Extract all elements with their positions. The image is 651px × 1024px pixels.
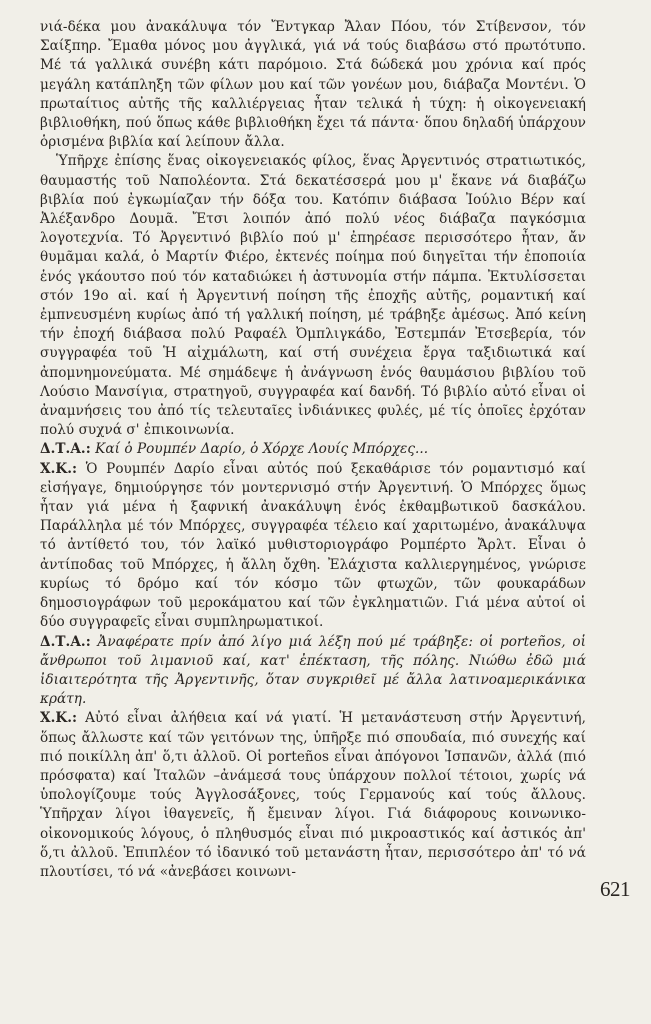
dialogue-xk-1 <box>40 460 586 633</box>
paragraph-1: νιά-δέκα μου ἀνακάλυψα τόν Ἔντγκαρ Ἄλαν Πόου, τόν Στίβενσον, τόν Σαίξπηρ. Ἔμαθα μόνος μου ἀγγλικά, γιά νά τούς διαβάσω στό πρωτότυπο. Μέ τά γαλλικά συνέβη κάτι παρόμοιο. Στά δώδεκά μου χρόνια καί πρός μεγάλη κατάπληξη τῶν φίλων μου καί τῶν γονέων μου, διάβαζα Μοντένι. Ὁ πρωταίτιος αὐτῆς τῆς καλλιέργειας ἦταν τελικά ἡ τύχη: ἡ οἰκογενειακή βιβλιοθήκη, πού ὅπως κάθε βιβλιοθήκη ἔχει τά πάντα· ὅπου δηλαδή ὑπάρχουν ὁρισμένα βιβλία καί λείπουν ἄλλα. <box>40 19 586 151</box>
answer-text: Ὁ Ρουμπέν Δαρίο εἶναι αὐτός πού ξεκαθάρισε τόν ρομαντισμό καί εἰσήγαγε, δημιούργησε τόν μοντερνισμό στήν Ἀργεντινή. Ὁ Μπόρχες ὅμως ἦταν γιά μένα ἡ ξαφνική ἀνακάλυψη ἑνός ἐκθαμβωτικοῦ δασκάλου. Παράλληλα μέ τόν Μπόρχες, συγγραφέα τέλειο καί χαριτωμένο, ἀνακάλυψα τό ἀντίθετό του, τόν λαϊκό μυθιστοριογράφο Ρομπέρτο Ἄρλτ. Εἶναι ὁ ἀντίποδας τοῦ Μπόρχες, ἡ ἄλλη ὄχθη. Ἐλάχιστα καλλιεργημένος, γνώρισε κυρίως τό δρόμο καί τόν κόσμο τῶν φτωχῶν, τῶν φουκαράδων δημοσιογράφων τοῦ μεροκάματου καί τῶν ἐγκληματιῶν. Γιά μένα αὐτοί οἱ δύο συγγραφεῖς εἶναι συμπληρωματικοί. <box>40 460 586 631</box>
speaker-label: Δ.Τ.Α.: <box>40 441 91 458</box>
answer-text: Αὐτό εἶναι ἀλήθεια καί νά γιατί. Ἡ μετανάστευση στήν Ἀργεντινή, ὅπως ἄλλωστε καί τῶν γειτόνων της, ὑπῆρξε πιό σπουδαία, πιό συνεχής καί πιό ποικίλλη ἀπ' ὅ,τι ἀλλοῦ. Οἱ porteños εἶναι ἀπόγονοι Ἰσπανῶν, ἀλλά (πιό πρόσφατα) καί Ἰταλῶν –ἀνάμεσά τους ὑπάρχουν πολλοί τέτοιοι, χωρίς νά ὑπολογίζουμε τούς Ἀγγλοσάξονες, τούς Γερμανούς καί τούς ἄλλους. Ὑπῆρχαν λίγοι ἰθαγενεῖς, ἤ ἔμειναν λίγοι. Γιά διάφορους κοινωνικο-οἰκονομικούς λόγους, ὁ πληθυσμός εἶναι πιό μικροαστικός καί ἀστικός ἀπ' ὅ,τι ἀλλοῦ. Ἐπιπλέον τό ἰδανικό τοῦ μετανάστη ἦταν, περισσότερο ἀπ' τό νά πλουτίσει, τό νά «ἀνεβάσει κοινωνι- <box>40 710 586 880</box>
speaker-label: Χ.Κ.: <box>40 460 78 477</box>
question-text: Ἀναφέρατε πρίν ἀπό λίγο μιά λέξη πού μέ τράβηξε: οἱ porteños, οἱ ἄνθρωποι τοῦ λιμανιοῦ καί, κατ' ἐπέκταση, τῆς πόλης. Νιώθω ἐδῶ μιά ἰδιαιτερότητα τῆς Ἀργεντινῆς, ὅταν συγκριθεῖ μέ ἄλλα λατινοαμερικάνικα κράτη. <box>40 633 586 708</box>
dialogue-dta-1 <box>40 440 586 459</box>
page-body <box>40 18 586 882</box>
page-number: 621 <box>600 877 630 901</box>
speaker-label: Χ.Κ.: <box>40 710 78 727</box>
speaker-label: Δ.Τ.Α.: <box>40 633 91 650</box>
dialogue-dta-2 <box>40 633 586 710</box>
dialogue-xk-2 <box>40 709 586 882</box>
paragraph-2: Ὑπῆρχε ἐπίσης ἕνας οἰκογενειακός φίλος, ἕνας Ἀργεντινός στρατιωτικός, θαυμαστής τοῦ Ναπολέοντα. Στά δεκατέσσερά μου μ' ἔκανε νά διαβάζω βιβλία πού ἐγκωμίαζαν τήν δόξα του. Κατόπιν διάβασα Ἰούλιο Βέρν καί Ἀλέξανδρο Δουμᾶ. Ἔτσι λοιπόν ἀπό πολύ νέος διάβαζα παγκόσμια λογοτεχνία. Τό Ἀργεντινό βιβλίο πού μ' ἐπηρέασε περισσότερο ἦταν, ἄν θυμᾶμαι καλά, ὁ Μαρτίν Φιέρο, ἐκτενές ποίημα πού διηγεῖται τήν ἐποποιία ἑνός γκάουτσο πού τόν καταδιώκει ἡ ἀστυνομία στήν πάμπα. Ἐκτυλίσσεται στόν 19ο αἰ. καί ἡ Ἀργεντινή ποίηση τῆς ἐποχῆς αὐτῆς, ρομαντική καί ἐμπνευσμένη κυρίως ἀπό τή γαλλική ποίηση, μέ τράβηξε ἀμέσως. Ἀπό κείνη τήν ἐποχή διάβασα πολύ Ραφαέλ Ὀμπλιγκάδο, Ἐστεμπάν Ἐτσεβερία, τόν συγγραφέα τοῦ Ἡ αἰχμάλωτη, καί στή συνέχεια ἔργα ταξιδιωτικά καί ἀπομνημονεύματα. Μέ σημάδεψε ἡ ἀνάγνωση ἑνός θαυμάσιου βιβλίου τοῦ Λούσιο Μανσίγια, στρατηγοῦ, συγγραφέα καί δανδή. Τό βιβλίο αὐτό εἶναι οἱ ἀναμνήσεις του ἀπό τίς τελευταῖες ἰνδιάνικες φυλές, μέ τίς ὁποῖες ἐρχόταν πολύ συχνά σ' ἐπικοινωνία. <box>40 153 586 439</box>
question-text: Καί ὁ Ρουμπέν Δαρίο, ὁ Χόρχε Λουίς Μπόρχες... <box>95 441 429 458</box>
